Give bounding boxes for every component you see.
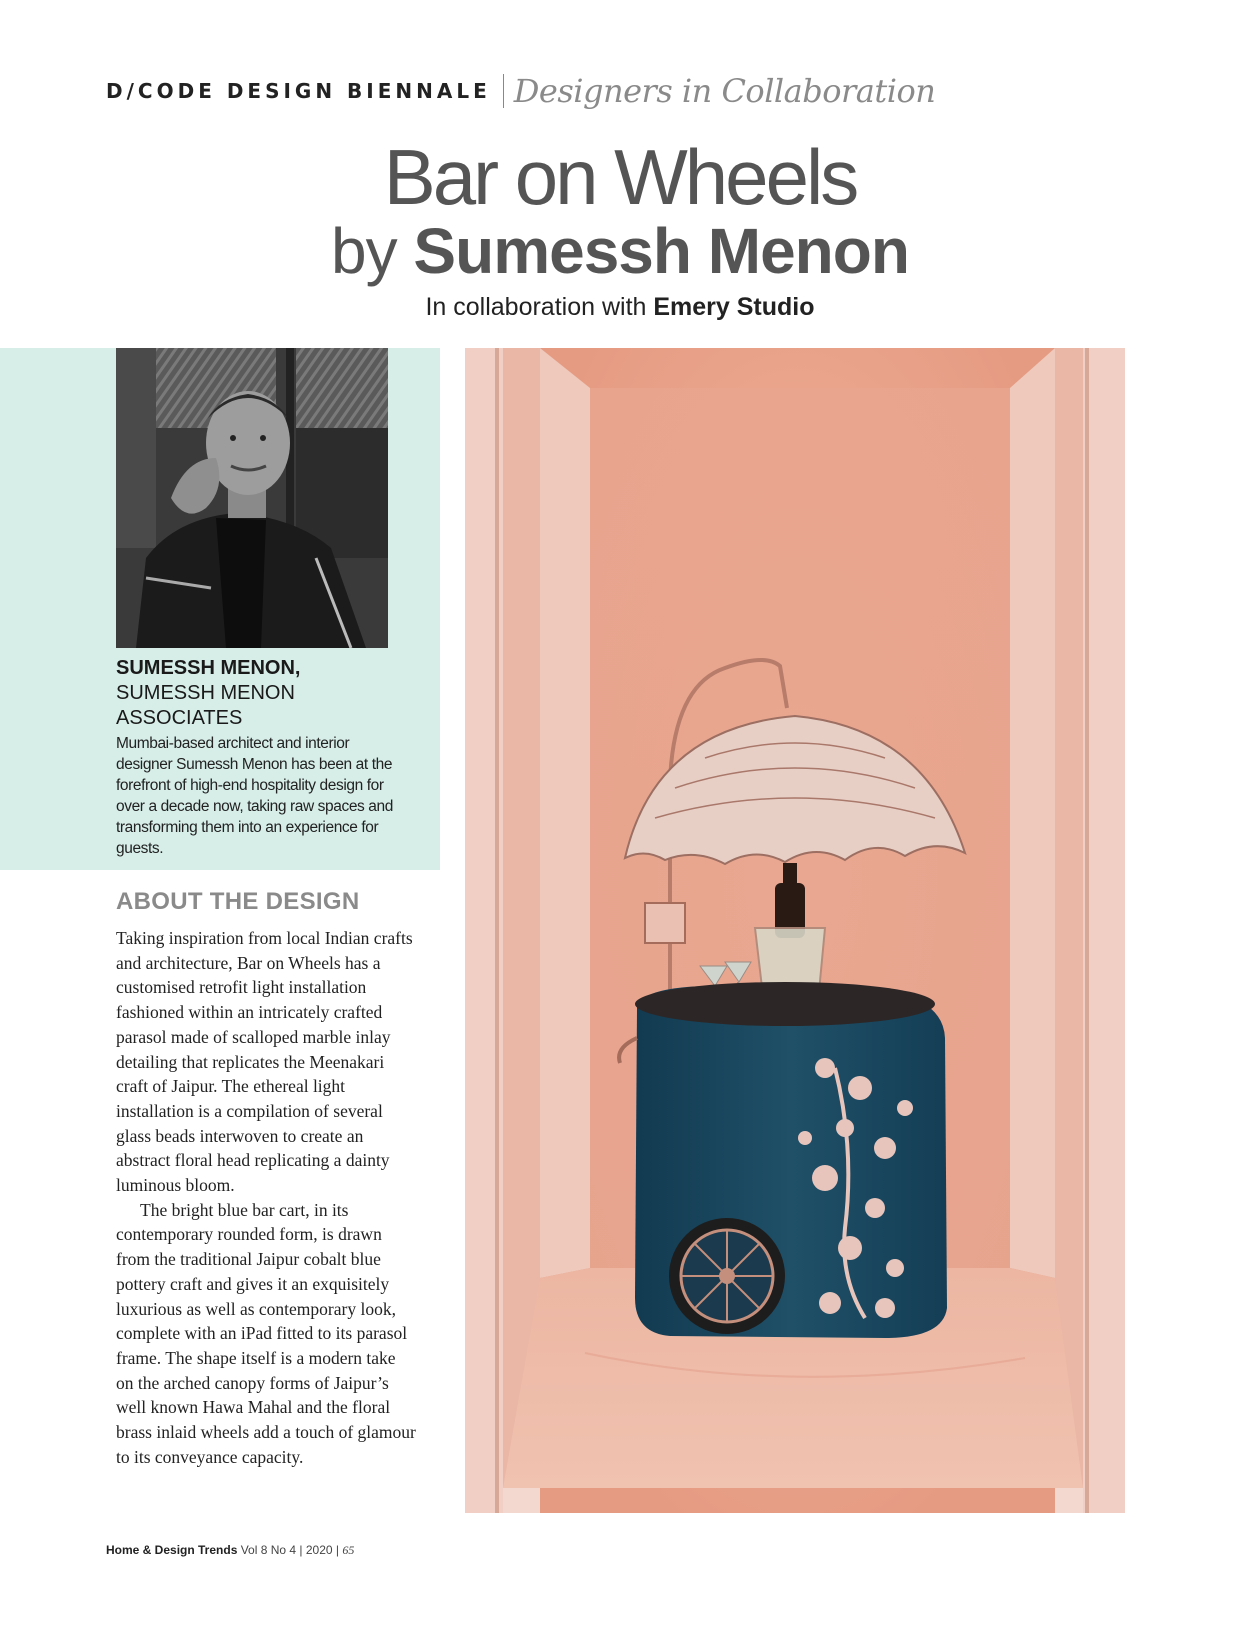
designer-name: Sumessh Menon bbox=[413, 215, 909, 287]
collab-prefix: In collaboration with bbox=[425, 293, 647, 321]
section-header bbox=[106, 72, 935, 110]
about-heading: ABOUT THE DESIGN bbox=[116, 888, 360, 915]
profile-person: SUMESSH MENON, bbox=[116, 657, 301, 679]
about-paragraph-2: The bright blue bar cart, in its contemporary rounded form, is drawn from the traditional Jaipur cobalt blue pottery craft and gives it an exquisitely luxurious as well as contemporary look, complete with an iPad fitted to its parasol frame. The shape itself is a modern take on the arched canopy forms of Jaipur’s well known Hawa Mahal and the floral brass inlaid wheels add a touch of glamour to its conveyance capacity. bbox=[116, 1199, 416, 1467]
byline bbox=[0, 214, 1240, 288]
about-body bbox=[116, 926, 416, 1469]
profile-name bbox=[116, 656, 416, 731]
footer-magazine: Home & Design Trends bbox=[106, 1543, 238, 1557]
profile-firm-line1: SUMESSH MENON bbox=[116, 682, 295, 704]
designer-portrait bbox=[116, 348, 388, 648]
section-name: D/CODE DESIGN BIENNALE bbox=[106, 79, 491, 103]
page-number: 65 bbox=[342, 1543, 355, 1557]
footer-issue: Vol 8 No 4 | 2020 | bbox=[240, 1543, 340, 1557]
page-footer bbox=[106, 1543, 354, 1558]
profile-firm-line2: ASSOCIATES bbox=[116, 707, 243, 729]
byline-by: by bbox=[331, 215, 397, 287]
collaboration-line bbox=[0, 290, 1240, 324]
section-subtitle: Designers in Collaboration bbox=[513, 72, 936, 110]
collab-studio: Emery Studio bbox=[653, 293, 815, 321]
page-title: Bar on Wheels bbox=[383, 133, 857, 221]
bar-cart-photo bbox=[465, 348, 1125, 1513]
section-divider bbox=[503, 74, 504, 108]
profile-bio: Mumbai-based architect and interior designer Sumessh Menon has been at the forefront of high-end hospitality design for over a decade now, taking raw spaces and transforming them into an experience for guests. bbox=[116, 735, 393, 857]
about-paragraph-1: Taking inspiration from local Indian crafts and architecture, Bar on Wheels has a customised retrofit light installation fashioned within an intricately crafted parasol made of scalloped marble inlay detailing that replicates the Meenakari craft of Jaipur. The ethereal light installation is a compilation of several glass beads interwoven to create an abstract floral head replicating a dainty luminous bloom. bbox=[116, 928, 413, 1196]
